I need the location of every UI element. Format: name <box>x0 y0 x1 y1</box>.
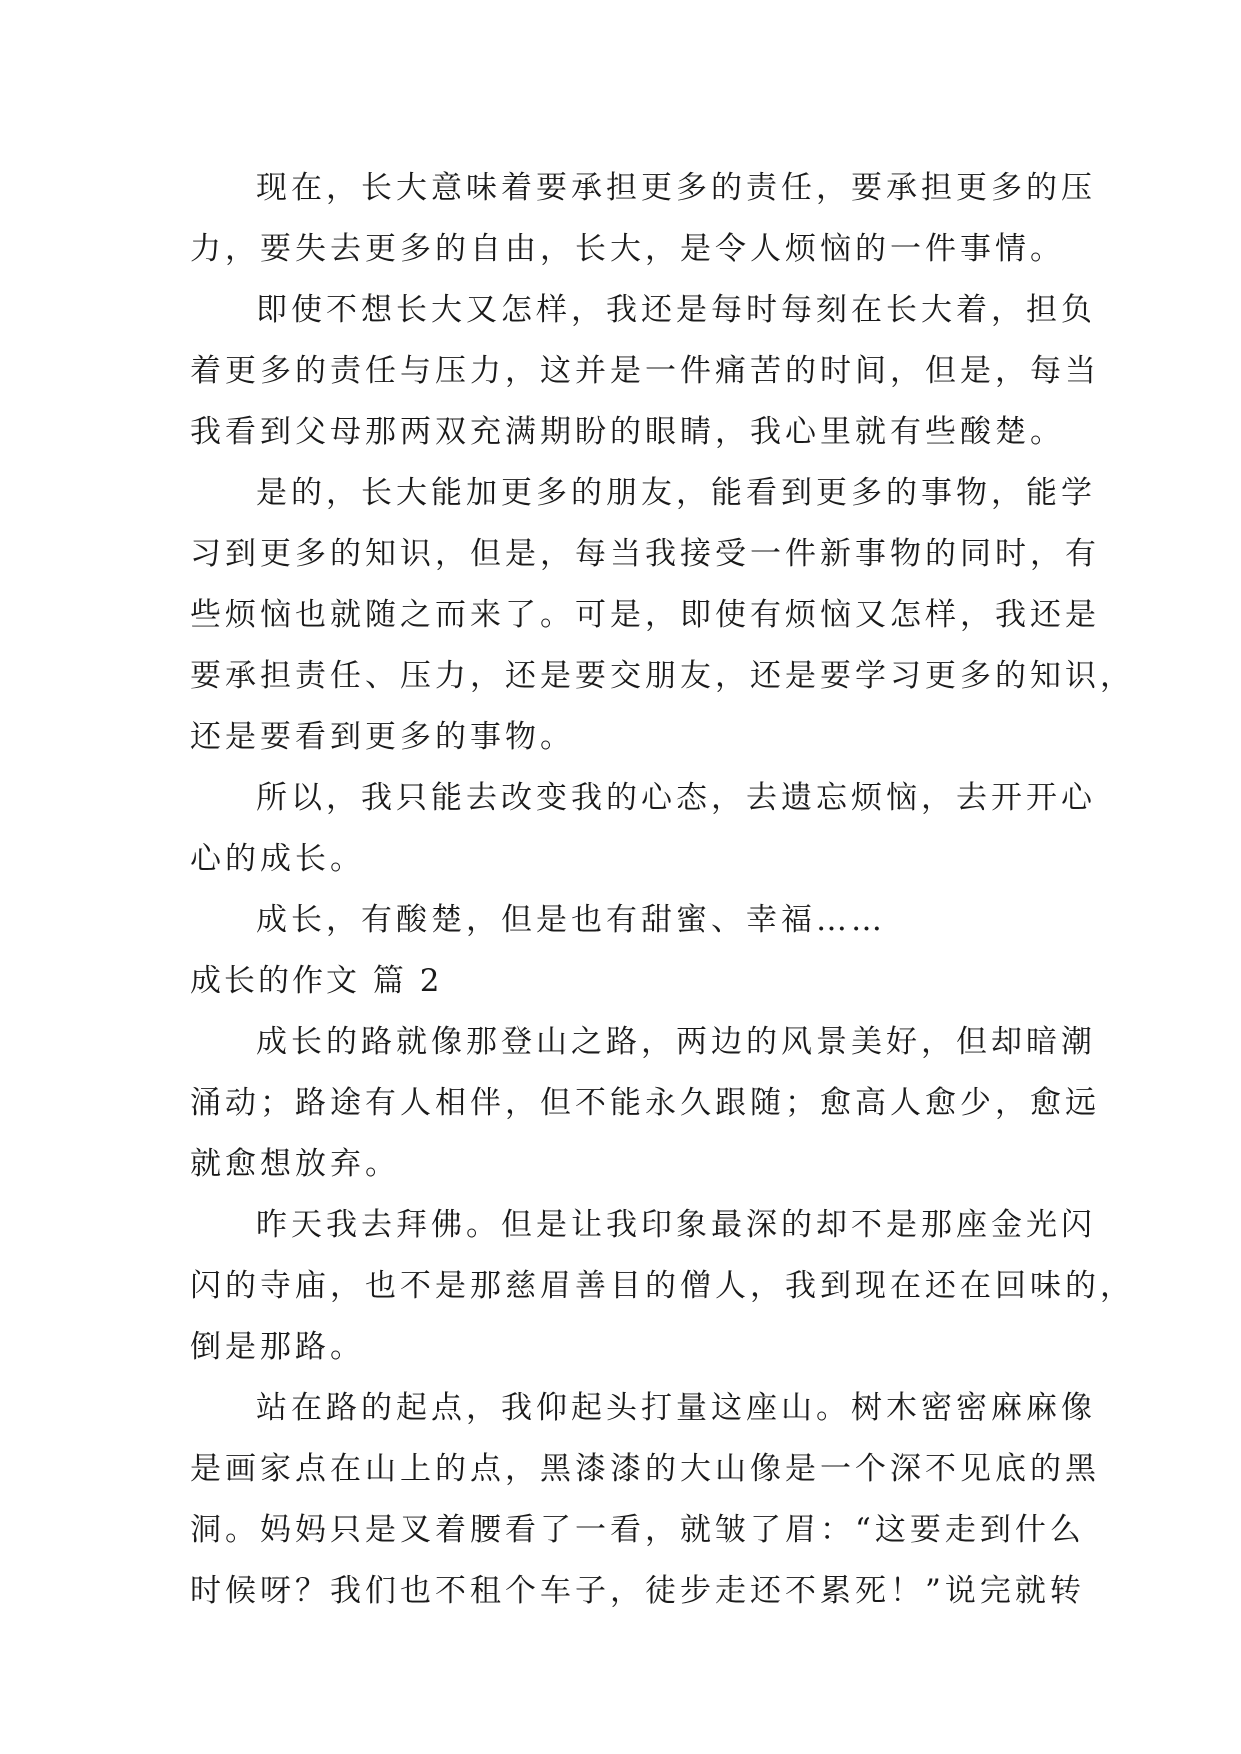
paragraph-line: 还是要看到更多的事物。 <box>190 719 575 755</box>
paragraph-line: 即使不想长大又怎样，我还是每时每刻在长大着，担负 <box>256 292 1096 328</box>
paragraph-line: 着更多的责任与压力，这并是一件痛苦的时间，但是，每当 <box>190 353 1100 389</box>
paragraph-line: 成长的路就像那登山之路，两边的风景美好，但却暗潮 <box>256 1024 1096 1060</box>
paragraph-line: 是的，长大能加更多的朋友，能看到更多的事物，能学 <box>256 475 1096 511</box>
paragraph-line: 我看到父母那两双充满期盼的眼睛，我心里就有些酸楚。 <box>190 414 1065 450</box>
paragraph-line: 力，要失去更多的自由，长大，是令人烦恼的一件事情。 <box>190 231 1065 267</box>
paragraph-line: 闪的寺庙，也不是那慈眉善目的僧人，我到现在还在回味的， <box>190 1268 1135 1304</box>
paragraph-line: 现在，长大意味着要承担更多的责任，要承担更多的压 <box>256 170 1096 206</box>
essay-body <box>190 158 1135 1622</box>
paragraph-line: 倒是那路。 <box>190 1329 365 1365</box>
paragraph-line: 时候呀？我们也不租个车子，徒步走还不累死！”说完就转 <box>190 1573 1085 1609</box>
paragraph-line: 要承担责任、压力，还是要交朋友，还是要学习更多的知识， <box>190 658 1135 694</box>
paragraph-line: 成长，有酸楚，但是也有甜蜜、幸福…… <box>256 902 886 938</box>
paragraph-line: 昨天我去拜佛。但是让我印象最深的却不是那座金光闪 <box>256 1207 1096 1243</box>
paragraph-line: 站在路的起点，我仰起头打量这座山。树木密密麻麻像 <box>256 1390 1096 1426</box>
section-heading: 成长的作文 篇 2 <box>190 963 443 999</box>
paragraph-line: 就愈想放弃。 <box>190 1146 400 1182</box>
paragraph-line: 心的成长。 <box>190 841 365 877</box>
paragraph-line: 所以，我只能去改变我的心态，去遗忘烦恼，去开开心 <box>256 780 1096 816</box>
paragraph-line: 涌动；路途有人相伴，但不能永久跟随；愈高人愈少，愈远 <box>190 1085 1100 1121</box>
paragraph-line: 些烦恼也就随之而来了。可是，即使有烦恼又怎样，我还是 <box>190 597 1100 633</box>
paragraph-line: 习到更多的知识，但是，每当我接受一件新事物的同时，有 <box>190 536 1100 572</box>
paragraph-line: 是画家点在山上的点，黑漆漆的大山像是一个深不见底的黑 <box>190 1451 1100 1487</box>
paragraph-line: 洞。妈妈只是叉着腰看了一看，就皱了眉：“这要走到什么 <box>190 1512 1085 1548</box>
